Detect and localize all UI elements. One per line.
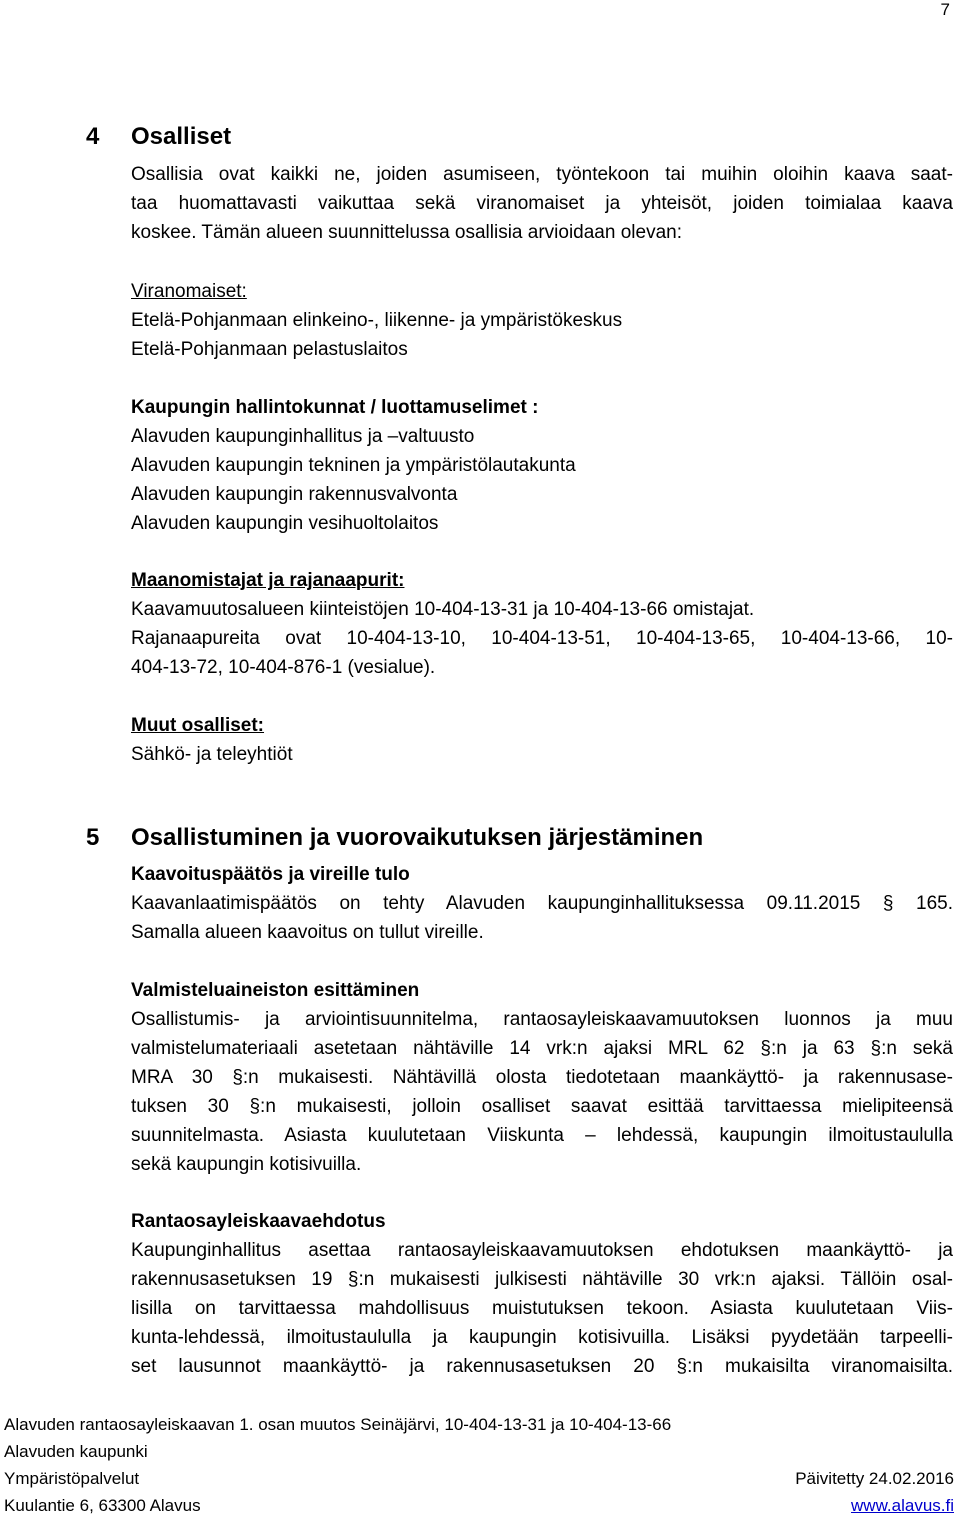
section-title: Osalliset <box>131 123 232 150</box>
footer-updated-date: Päivitetty 24.02.2016 <box>795 1469 954 1488</box>
paragraph-line: kunta-lehdessä, ilmoitustaululla ja kaupungin kotisivuilla. Lisäksi pyydetään tarpeelli- <box>131 1327 953 1348</box>
kaavoituspaatos-heading: Kaavoituspäätös ja vireille tulo <box>131 864 410 885</box>
section-5-heading <box>86 824 703 852</box>
list-item: Alavuden kaupunginhallitus ja –valtuusto <box>131 426 475 447</box>
paragraph-line: rakennusasetuksen 19 §:n mukaisesti julkisesti nähtäville 30 vrk:n ajaksi. Tällöin osal- <box>131 1269 953 1290</box>
ehdotus-block <box>131 1207 953 1381</box>
footer-plan-title: Alavuden rantaosayleiskaavan 1. osan muutos Seinäjärvi, 10-404-13-31 ja 10-404-13-66 <box>4 1415 672 1434</box>
paragraph-line: Kaupunginhallitus asettaa rantaosayleiskaavamuutoksen ehdotuksen maankäyttö- ja <box>131 1240 953 1261</box>
section-number: 5 <box>86 824 100 851</box>
list-item: Alavuden kaupungin rakennusvalvonta <box>131 484 458 505</box>
paragraph-line: koskee. Tämän alueen suunnittelussa osallisia arvioidaan olevan: <box>131 222 682 243</box>
section-number: 4 <box>86 123 100 150</box>
paragraph-line: sekä kaupungin kotisivuilla. <box>131 1154 362 1175</box>
footer-department: Ympäristöpalvelut <box>4 1469 140 1488</box>
paragraph-line: taa huomattavasti vaikuttaa sekä viranomaiset ja yhteisöt, joiden toimialaa kaava <box>131 193 953 214</box>
paragraph-line: 404-13-72, 10-404-876-1 (vesialue). <box>131 657 436 678</box>
paragraph-line: Kaavamuutosalueen kiinteistöjen 10-404-13-31 ja 10-404-13-66 omistajat. <box>131 599 755 620</box>
paragraph-line: Osallisia ovat kaikki ne, joiden asumiseen, työntekoon tai muihin oloihin kaava saat- <box>131 164 953 185</box>
list-item: Alavuden kaupungin vesihuoltolaitos <box>131 513 439 534</box>
muut-heading: Muut osalliset: <box>131 715 265 736</box>
page-footer <box>4 1411 954 1519</box>
kaupunki-heading: Kaupungin hallintokunnat / luottamuselimet : <box>131 397 539 418</box>
website-link[interactable]: www.alavus.fi <box>851 1496 954 1515</box>
paragraph-line: MRA 30 §:n mukaisesti. Nähtävillä olosta tiedotetaan maankäyttö- ja rakennusase- <box>131 1067 953 1088</box>
kaavoituspaatos-block <box>131 860 953 947</box>
muut-list <box>131 711 953 769</box>
footer-organization: Alavuden kaupunki <box>4 1442 148 1461</box>
viranomaiset-heading: Viranomaiset: <box>131 281 247 302</box>
paragraph-line: suunnitelmasta. Asiasta kuulutetaan Viiskunta – lehdessä, kaupungin ilmoitustaululla <box>131 1125 953 1146</box>
valmistelu-heading: Valmisteluaineiston esittäminen <box>131 980 420 1001</box>
maanomistajat-heading: Maanomistajat ja rajanaapurit: <box>131 570 405 591</box>
paragraph-line: Osallistumis- ja arviointisuunnitelma, rantaosayleiskaavamuutoksen luonnos ja muu <box>131 1009 953 1030</box>
paragraph-line: Samalla alueen kaavoitus on tullut vireille. <box>131 922 484 943</box>
list-item: Etelä-Pohjanmaan elinkeino-, liikenne- ja ympäristökeskus <box>131 310 623 331</box>
paragraph-line: lisilla on tarvittaessa mahdollisuus muistutuksen tekoon. Asiasta kuulutetaan Viis- <box>131 1298 953 1319</box>
page-number: 7 <box>940 0 950 19</box>
valmistelu-block <box>131 976 953 1179</box>
section-4-heading <box>86 123 231 151</box>
paragraph-line: tuksen 30 §:n mukaisesti, jolloin osalliset saavat esittää tarvittaessa mielipiteensä <box>131 1096 953 1117</box>
paragraph-line: valmistelumateriaali asetetaan nähtäville 14 vrk:n ajaksi MRL 62 §:n ja 63 §:n sekä <box>131 1038 953 1059</box>
maanomistajat-list <box>131 566 953 682</box>
paragraph-line: set lausunnot maankäyttö- ja rakennusasetuksen 20 §:n mukaisilta viranomaisilta. <box>131 1356 953 1377</box>
section-4-intro <box>131 160 953 247</box>
kaupunki-list <box>131 393 953 538</box>
paragraph-line: Kaavanlaatimispäätös on tehty Alavuden kaupunginhallituksessa 09.11.2015 § 165. <box>131 893 953 914</box>
list-item: Alavuden kaupungin tekninen ja ympäristölautakunta <box>131 455 576 476</box>
list-item: Etelä-Pohjanmaan pelastuslaitos <box>131 339 408 360</box>
footer-address: Kuulantie 6, 63300 Alavus <box>4 1496 201 1515</box>
section-title: Osallistuminen ja vuorovaikutuksen järjestäminen <box>131 824 704 851</box>
viranomaiset-list <box>131 277 953 364</box>
list-item: Sähkö- ja teleyhtiöt <box>131 744 293 765</box>
paragraph-line: Rajanaapureita ovat 10-404-13-10, 10-404-13-51, 10-404-13-65, 10-404-13-66, 10- <box>131 628 953 649</box>
ehdotus-heading: Rantaosayleiskaavaehdotus <box>131 1211 386 1232</box>
